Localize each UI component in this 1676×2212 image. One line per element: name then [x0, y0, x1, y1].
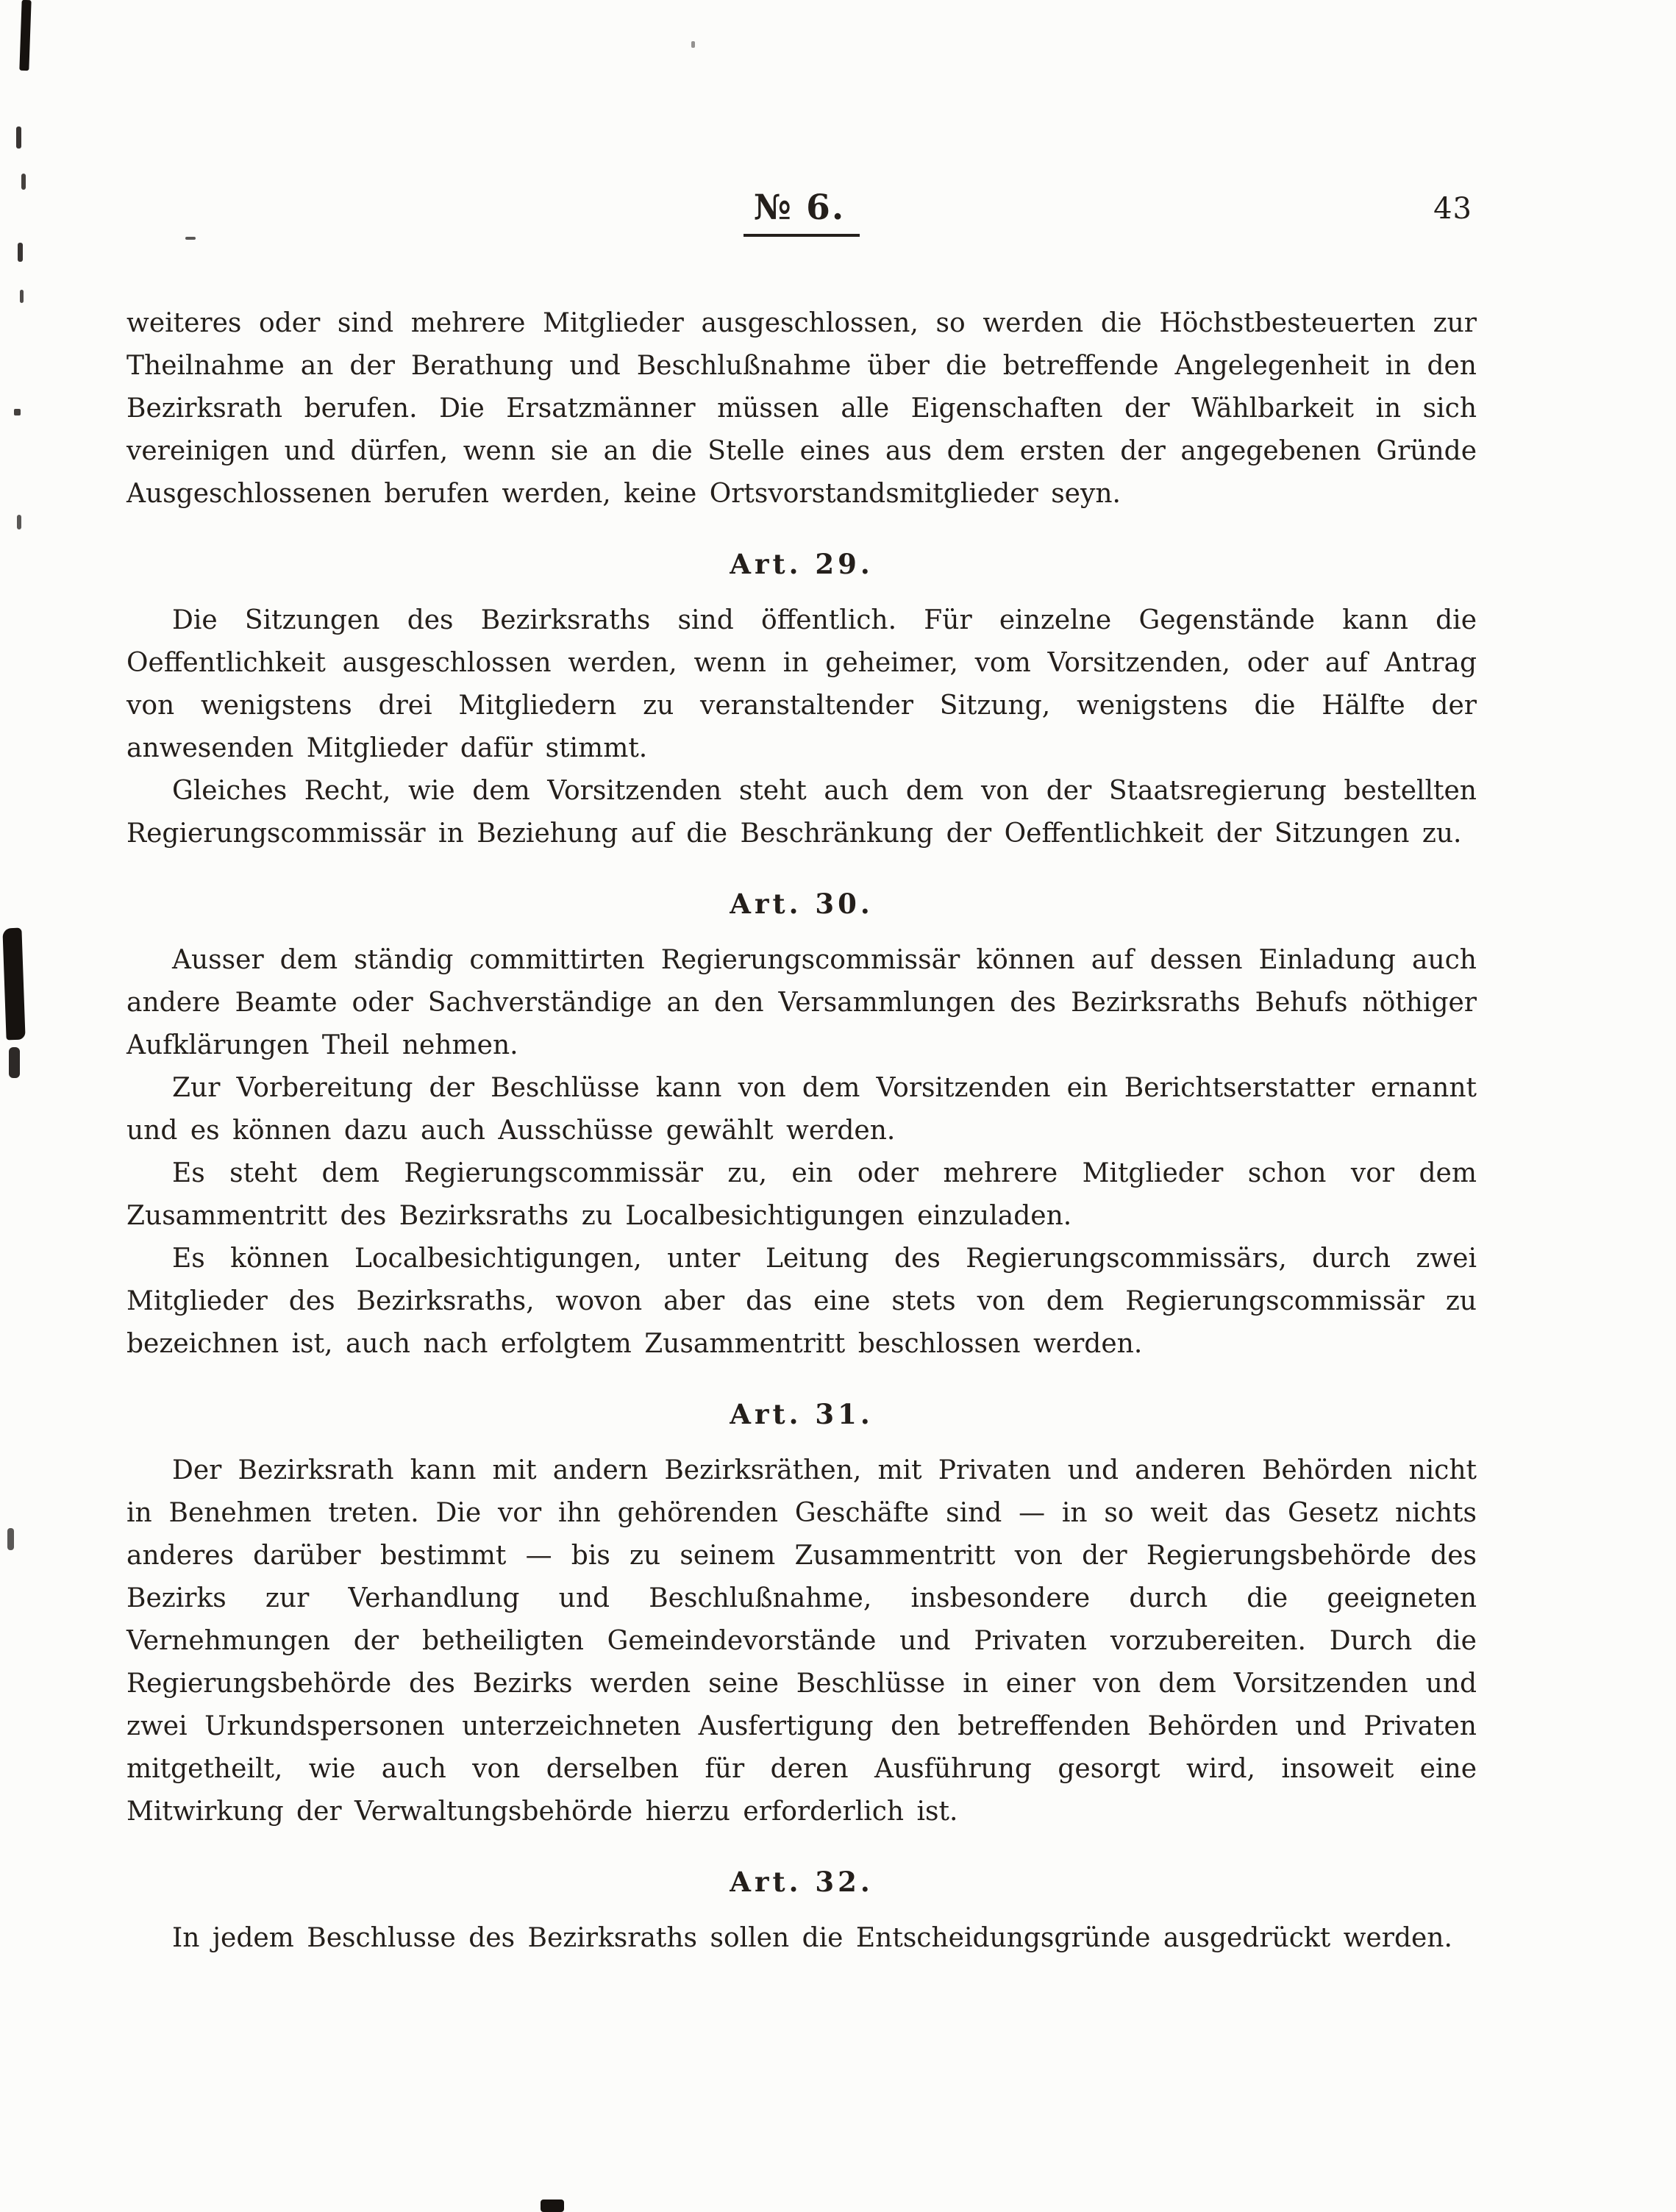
paragraph: Gleiches Recht, wie dem Vorsitzenden steht auch dem von der Staatsregierung bestellten Regierungscommissär in Beziehung auf die Beschränkung der Oeffentlichkeit der Sitzungen zu. [126, 776, 1477, 849]
scan-artifact-mid-blob [2, 928, 25, 1041]
scan-artifact-top-dot [691, 41, 695, 48]
scan-artifact-tick-5 [14, 409, 21, 415]
document-body [126, 302, 1477, 1960]
paragraph: Zur Vorbereitung der Beschlüsse kann von dem Vorsitzenden ein Berichtserstatter ernannt und es können dazu auch Ausschüsse gewählt werden. [126, 1073, 1477, 1146]
paragraph: weiteres oder sind mehrere Mitglieder ausgeschlossen, so werden die Höchstbesteuerten zur Theilnahme an der Berathung und Beschlußnahme über die betreffende Angelegenheit in den Bezirksrath berufen. Die Ersatzmänner müssen alle Eigenschaften der Wählbarkeit in sich vereinigen und dürfen, wenn sie an die Stelle eines aus dem ersten der angegebenen Gründe Ausgeschlossenen berufen werden, keine Ortsvorstandsmitglieder seyn. [126, 308, 1477, 509]
paragraph: Der Bezirksrath kann mit andern Bezirksräthen, mit Privaten und anderen Behörden nicht in Benehmen treten. Die vor ihn gehörenden Geschäfte sind — in so weit das Gesetz nichts anderes darüber bestimmt — bis zu seinem Zusammentritt von der Regierungsbehörde des Bezirks zur Verhandlung und Beschlußnahme, insbesondere durch die geeigneten Vernehmungen der betheiligten Gemeindevorstände und Privaten vorzubereiten. Durch die Regierungsbehörde des Bezirks werden seine Beschlüsse in einer von dem Vorsitzenden und zwei Urkundspersonen unterzeichneten Ausfertigung den betreffenden Behörden und Privaten mitgetheilt, wie auch von derselben für deren Ausführung gesorgt wird, insoweit eine Mitwirkung der Verwaltungsbehörde hierzu erforderlich ist. [126, 1455, 1477, 1827]
paragraph: Die Sitzungen des Bezirksraths sind öffentlich. Für einzelne Gegenstände kann die Oeffentlichkeit ausgeschlossen werden, wenn in geheimer, vom Vorsitzenden, oder auf Antrag von wenigstens drei Mitgliedern zu veranstaltender Sitzung, wenigstens die Hälfte der anwesenden Mitglieder dafür stimmt. [126, 605, 1477, 763]
paragraph: Es können Localbesichtigungen, unter Leitung des Regierungscommissärs, durch zwei Mitglieder des Bezirksraths, wovon aber das eine stets von dem Regierungscommissär zu bezeichnen ist, auch nach erfolgtem Zusammentritt beschlossen werden. [126, 1244, 1477, 1359]
page-number: 43 [1433, 192, 1472, 226]
scan-artifact-top-left-bar [19, 0, 31, 71]
scan-artifact-tick-3 [18, 243, 23, 262]
scan-artifact-tick-2 [21, 174, 26, 190]
paragraph: Ausser dem ständig committirten Regierungscommissär können auf dessen Einladung auch andere Beamte oder Sachverständige an den Versammlungen des Bezirksraths Behufs nöthiger Aufklärungen Theil nehmen. [126, 945, 1477, 1060]
scan-artifact-tick-6 [17, 515, 21, 529]
scan-artifact-tick-1 [16, 126, 21, 149]
scan-artifact-lower-tick [7, 1528, 14, 1550]
page-header [126, 188, 1477, 245]
paragraph: In jedem Beschlusse des Bezirksraths sollen die Entscheidungsgründe ausgedrückt werden. [172, 1923, 1452, 1953]
scan-artifact-tick-4 [20, 290, 24, 303]
issue-number-text: № 6. [743, 188, 860, 237]
article-heading: Art. 32. [730, 1866, 874, 1898]
article-heading: Art. 29. [730, 548, 874, 580]
paragraph: Es steht dem Regierungscommissär zu, ein oder mehrere Mitglieder schon vor dem Zusammentritt des Bezirksraths zu Localbesichtigungen einzuladen. [126, 1158, 1477, 1231]
document-content [126, 188, 1477, 1960]
article-heading: Art. 31. [730, 1398, 874, 1430]
scan-artifact-mid-blob-2 [9, 1047, 20, 1078]
article-heading: Art. 30. [730, 888, 874, 920]
issue-number [126, 188, 1477, 237]
scan-artifact-bottom-mark [541, 2199, 564, 2212]
